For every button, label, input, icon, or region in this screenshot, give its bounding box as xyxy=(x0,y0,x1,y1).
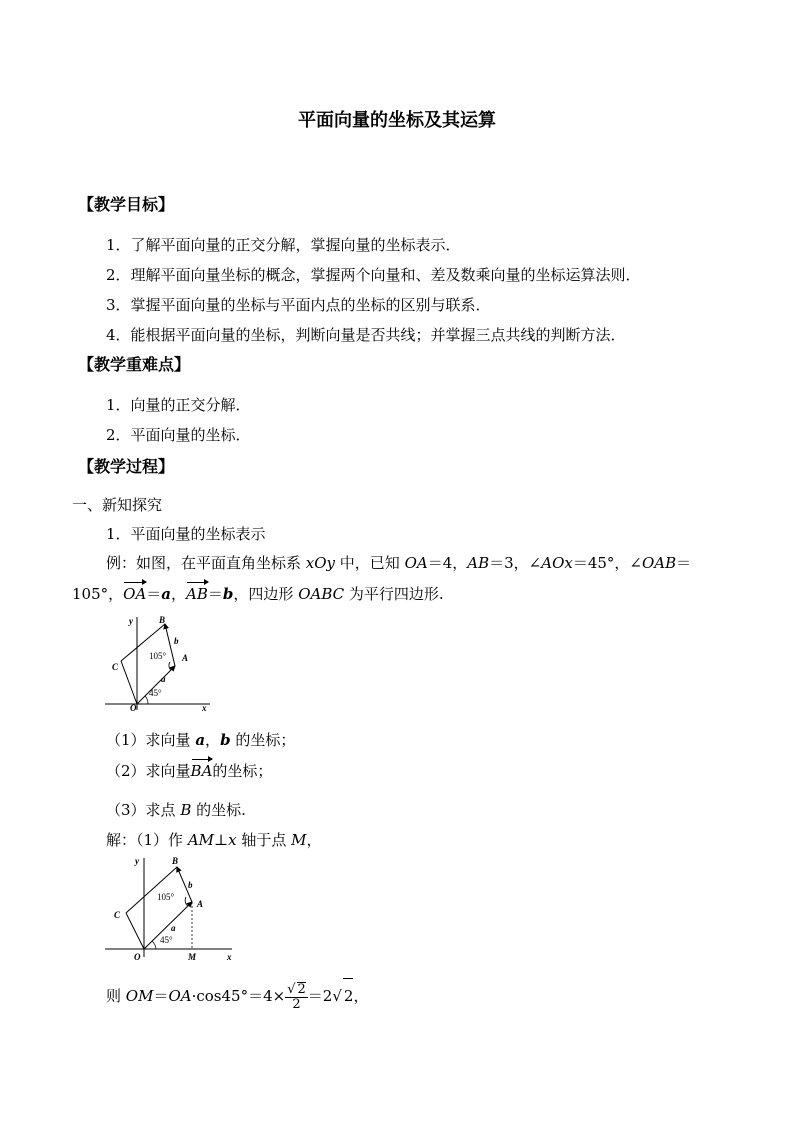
sqrt-2: 2 xyxy=(343,978,354,1013)
label-point-b: B xyxy=(159,615,166,625)
subsection-heading: 1．平面向量的坐标表示 xyxy=(106,525,266,543)
label-origin: O xyxy=(134,952,141,962)
label-origin: O xyxy=(130,703,137,712)
vector-a-line xyxy=(137,666,175,704)
label-point-m: M xyxy=(188,952,197,962)
vector-oa: OA xyxy=(123,585,147,603)
label-axis-x: x xyxy=(227,952,232,962)
key-point-item-2: 2．平面向量的坐标． xyxy=(106,426,251,444)
label-angle-105: 105° xyxy=(157,892,175,902)
section-heading-process: 【教学过程】 xyxy=(78,457,175,476)
figure-parallelogram-2 xyxy=(100,852,240,970)
label-axis-x: x xyxy=(202,703,207,712)
side-co xyxy=(121,661,137,704)
label-angle-105: 105° xyxy=(149,651,167,661)
label-axis-y: y xyxy=(135,856,139,866)
label-vector-b: b xyxy=(174,636,179,646)
question-1: （1）求向量 a，b 的坐标； xyxy=(106,731,296,749)
label-vector-a: a xyxy=(161,674,166,684)
label-point-b: B xyxy=(172,856,179,866)
example-line-2: 105°，OA＝a，AB＝b，四边形 OABC 为平行四边形. xyxy=(72,585,444,603)
side-co xyxy=(126,913,144,949)
objective-item-3: 3．掌握平面向量的坐标与平面内点的坐标的区别与联系． xyxy=(106,296,491,314)
section-heading-objectives: 【教学目标】 xyxy=(78,195,175,214)
objective-item-4: 4．能根据平面向量的坐标，判断向量是否共线；并掌握三点共线的判断方法． xyxy=(106,326,626,344)
page-title: 平面向量的坐标及其运算 xyxy=(298,110,496,131)
label-point-a: A xyxy=(182,653,189,663)
vector-ab: AB xyxy=(186,585,208,603)
label-point-c: C xyxy=(114,910,121,920)
label-angle-45: 45° xyxy=(149,688,162,698)
objective-item-2: 2．理解平面向量坐标的概念，掌握两个向量和、差及数乘向量的坐标运算法则． xyxy=(106,266,641,284)
label-axis-y: y xyxy=(129,616,133,626)
label-vector-a: a xyxy=(171,923,176,933)
example-line-1: 例：如图，在平面直角坐标系 xOy 中，已知 OA＝4，AB＝3，∠AOx＝45°，∠OAB＝ xyxy=(106,554,692,572)
side-bc xyxy=(126,867,177,913)
section-heading-key-points: 【教学重难点】 xyxy=(78,355,191,374)
part-heading: 一、新知探究 xyxy=(72,496,163,514)
label-angle-45: 45° xyxy=(160,935,173,945)
figure-parallelogram-1 xyxy=(100,612,220,712)
vector-ba: BA xyxy=(190,762,213,780)
question-3: （3）求点 B 的坐标. xyxy=(106,801,246,819)
key-point-item-1: 1．向量的正交分解． xyxy=(106,396,251,414)
objective-item-1: 1．了解平面向量的正交分解，掌握向量的坐标表示． xyxy=(106,236,461,254)
label-vector-b: b xyxy=(188,880,193,890)
question-2: （2）求向量BA的坐标； xyxy=(106,762,273,780)
solution-line-2: 则 OM＝OA·cos45°＝4× $\frac{√ 2}{2}$ ＝2√ 2， xyxy=(106,978,368,1013)
label-point-a: A xyxy=(197,899,204,909)
fraction-sqrt2-over-2: $\frac{√ 2}{2}$ xyxy=(287,982,306,1012)
solution-line-1: 解：（1）作 AM⊥x 轴于点 M， xyxy=(106,831,322,849)
label-point-c: C xyxy=(112,662,119,672)
